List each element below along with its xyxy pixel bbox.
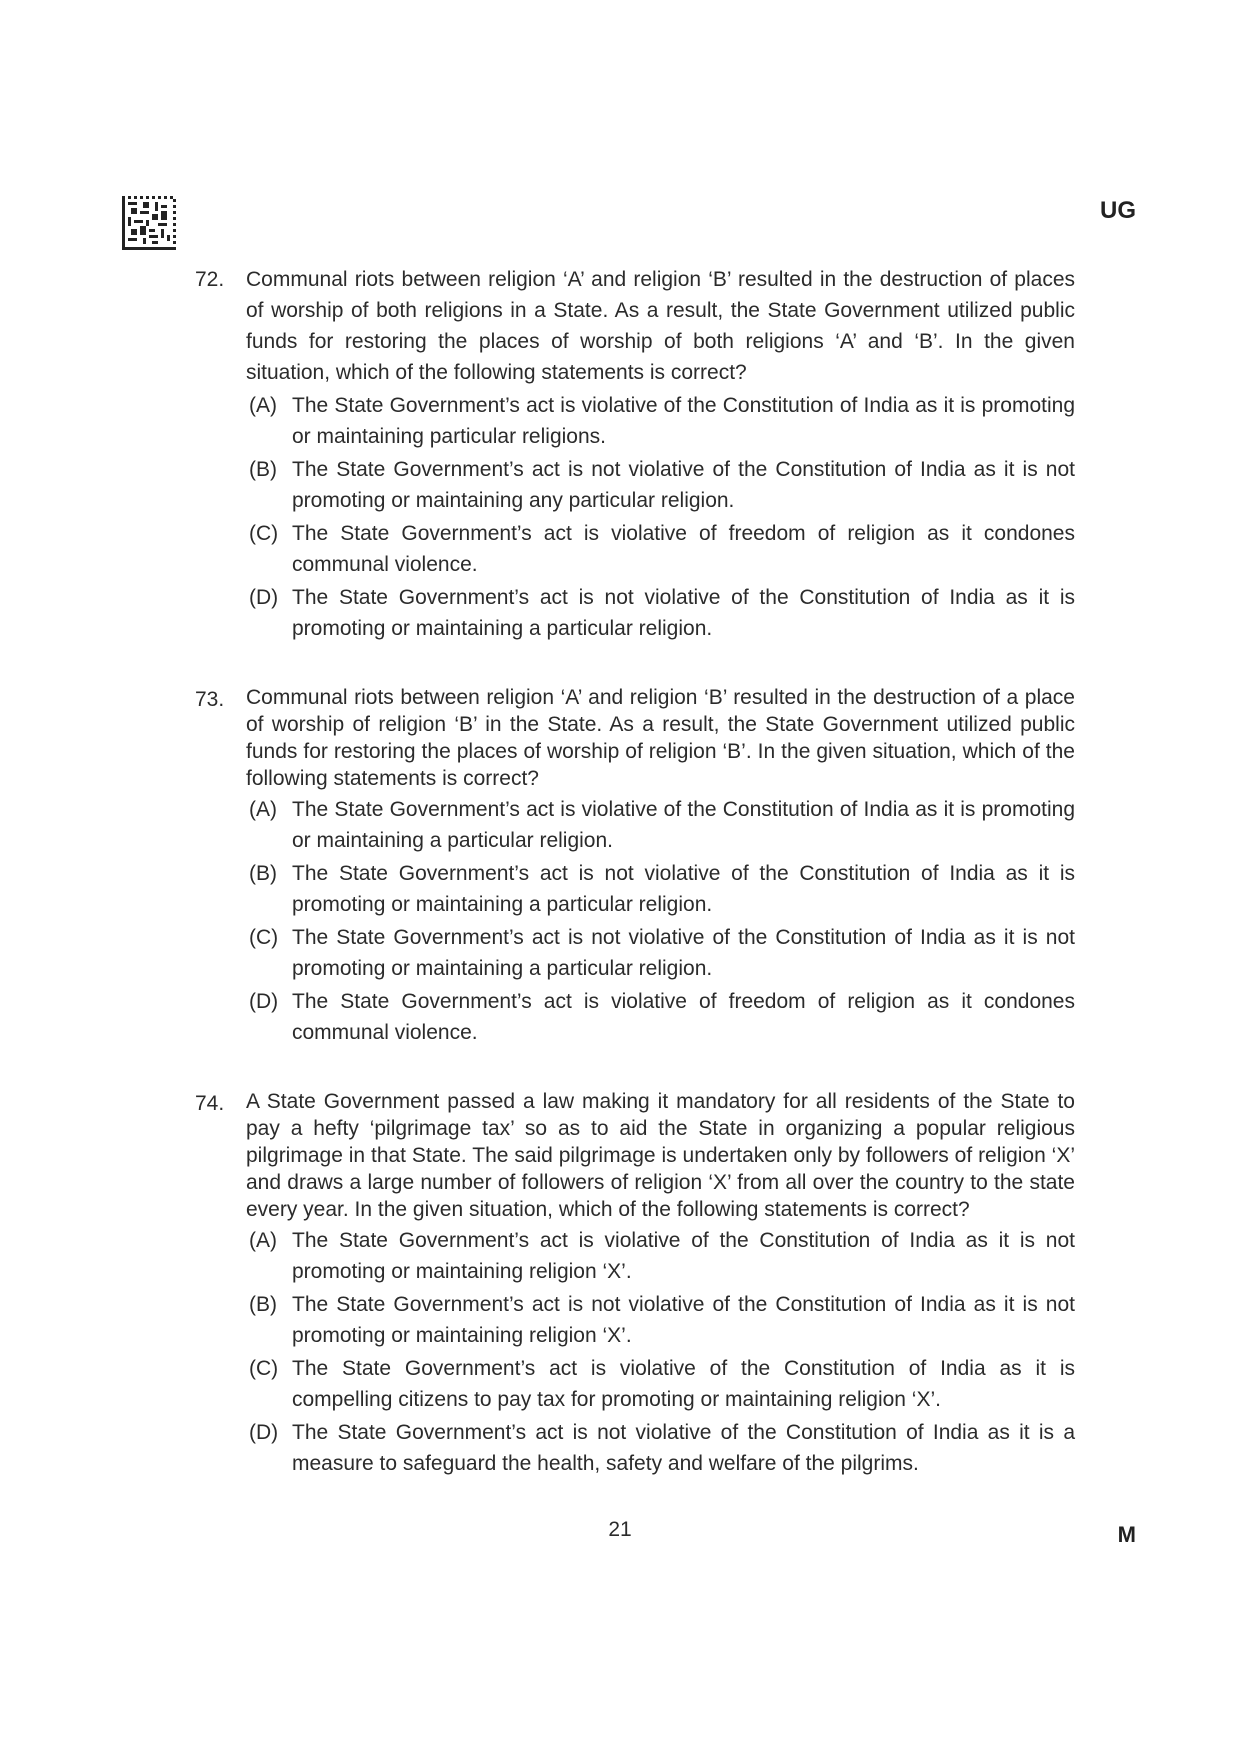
option-a <box>246 390 1075 452</box>
option-label: (C) <box>249 1357 279 1380</box>
option-label: (B) <box>249 458 277 481</box>
paper-code: UG <box>1100 197 1136 224</box>
option-text: The State Government’s act is not violative of the Constitution of India as it is not promoting or maintaining religion ‘X’. <box>292 1293 1075 1347</box>
option-b <box>246 1289 1075 1351</box>
option-text: The State Government’s act is violative of the Constitution of India as it is promoting or maintaining particular religions. <box>292 394 1075 448</box>
option-label: (A) <box>249 394 277 417</box>
option-b <box>246 858 1075 920</box>
question-73 <box>195 684 1075 1048</box>
option-a <box>246 794 1075 856</box>
question-text: A State Government passed a law making it mandatory for all residents of the State to pay a hefty ‘pilgrimage tax’ so as to aid the State in organizing a popular religious pilgrimage in that State. The said pilgrimage is undertaken only by followers of religion ‘X’ and draws a large number of followers of religion ‘X’ from all over the country to the state every year. In the given situation, which of the following statements is correct? <box>246 1090 1075 1221</box>
option-b <box>246 454 1075 516</box>
option-text: The State Government’s act is violative of the Constitution of India as it is not promoting or maintaining religion ‘X’. <box>292 1229 1075 1283</box>
option-text: The State Government’s act is violative of freedom of religion as it condones communal violence. <box>292 522 1075 576</box>
question-72 <box>195 264 1075 644</box>
question-text: Communal riots between religion ‘A’ and religion ‘B’ resulted in the destruction of places of worship of both religions in a State. As a result, the State Government utilized public funds for restoring the places of worship of both religions ‘A’ and ‘B’. In the given situation, which of the following statements is correct? <box>246 268 1075 384</box>
option-c <box>246 1353 1075 1415</box>
option-label: (D) <box>249 990 279 1013</box>
question-number: 74. <box>195 1092 225 1115</box>
option-label: (D) <box>249 586 279 609</box>
option-text: The State Government’s act is violative of the Constitution of India as it is compelling citizens to pay tax for promoting or maintaining religion ‘X’. <box>292 1357 1075 1411</box>
page-number: 21 <box>608 1518 632 1541</box>
option-label: (A) <box>249 798 277 821</box>
option-label: (C) <box>249 926 279 949</box>
option-label: (C) <box>249 522 279 545</box>
question-74 <box>195 1088 1075 1479</box>
question-body <box>246 264 1075 644</box>
option-d <box>246 986 1075 1048</box>
option-c <box>246 922 1075 984</box>
option-d <box>246 1417 1075 1479</box>
question-body <box>246 684 1075 1048</box>
option-label: (D) <box>249 1421 279 1444</box>
option-label: (B) <box>249 1293 277 1316</box>
option-text: The State Government’s act is violative of freedom of religion as it condones communal violence. <box>292 990 1075 1044</box>
option-text: The State Government’s act is violative of the Constitution of India as it is promoting or maintaining a particular religion. <box>292 798 1075 852</box>
option-d <box>246 582 1075 644</box>
option-c <box>246 518 1075 580</box>
question-body <box>246 1088 1075 1479</box>
option-text: The State Government’s act is not violative of the Constitution of India as it is not promoting or maintaining any particular religion. <box>292 458 1075 512</box>
question-list <box>195 264 1075 1519</box>
question-number: 72. <box>195 268 225 291</box>
option-label: (A) <box>249 1229 277 1252</box>
question-number: 73. <box>195 688 225 711</box>
option-text: The State Government’s act is not violative of the Constitution of India as it is a measure to safeguard the health, safety and welfare of the pilgrims. <box>292 1421 1075 1475</box>
option-text: The State Government’s act is not violative of the Constitution of India as it is not promoting or maintaining a particular religion. <box>292 926 1075 980</box>
qr-code-icon <box>122 196 176 250</box>
option-label: (B) <box>249 862 277 885</box>
option-text: The State Government’s act is not violative of the Constitution of India as it is promoting or maintaining a particular religion. <box>292 586 1075 640</box>
series-code: M <box>1117 1522 1136 1547</box>
option-a <box>246 1225 1075 1287</box>
option-text: The State Government’s act is not violative of the Constitution of India as it is promoting or maintaining a particular religion. <box>292 862 1075 916</box>
question-text: Communal riots between religion ‘A’ and religion ‘B’ resulted in the destruction of a place of worship of religion ‘B’ in the State. As a result, the State Government utilized public funds for restoring the places of worship of religion ‘B’. In the given situation, which of the following statements is correct? <box>246 686 1075 790</box>
